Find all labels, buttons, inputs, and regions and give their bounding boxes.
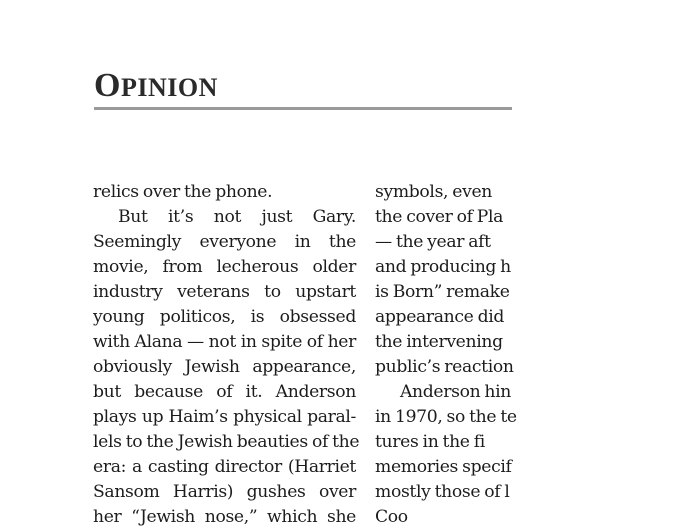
text-line: and producing h xyxy=(375,257,511,277)
text-line: movie, from lecherous older xyxy=(93,257,356,277)
section-divider xyxy=(94,107,512,110)
section-title-initial: O xyxy=(94,67,121,104)
text-line: tures in the fi xyxy=(375,432,485,452)
text-line: Seemingly everyone in the xyxy=(93,232,356,252)
text-line: is Born” remake xyxy=(375,282,510,302)
text-line: mostly those of l xyxy=(375,482,510,502)
text-line: industry veterans to upstart xyxy=(93,282,356,302)
text-line: memories specif xyxy=(375,457,512,477)
text-line: obviously Jewish appearance, xyxy=(93,357,356,377)
text-line: young politicos, is obsessed xyxy=(93,307,356,327)
text-line: public’s reaction xyxy=(375,357,514,377)
text-line: symbols, even xyxy=(375,182,492,202)
text-line: with Alana — not in spite of her xyxy=(93,332,356,352)
text-line: Coo xyxy=(375,507,408,527)
text-line: era: a casting director (Harriet xyxy=(93,457,356,477)
text-line: But it’s not just Gary. xyxy=(118,207,356,227)
text-line: her “Jewish nose,” which she xyxy=(93,507,356,527)
text-line: relics over the phone. xyxy=(93,182,273,202)
text-line: the cover of Pla xyxy=(375,207,504,227)
article-column-left xyxy=(93,180,360,530)
text-line: Sansom Harris) gushes over xyxy=(93,482,356,502)
text-line: Anderson hin xyxy=(400,382,512,402)
section-title-rest: PINION xyxy=(120,73,218,102)
section-title xyxy=(94,66,218,108)
text-line: appearance did xyxy=(375,307,505,327)
text-line: plays up Haim’s physical paral- xyxy=(93,407,356,427)
text-line: but because of it. Anderson xyxy=(93,382,356,402)
text-line: — the year aft xyxy=(375,232,491,252)
text-line: in 1970, so the te xyxy=(375,407,517,427)
text-line: lels to the Jewish beauties of the xyxy=(93,432,360,452)
text-line: the intervening xyxy=(375,332,503,352)
article-column-right xyxy=(375,180,675,530)
